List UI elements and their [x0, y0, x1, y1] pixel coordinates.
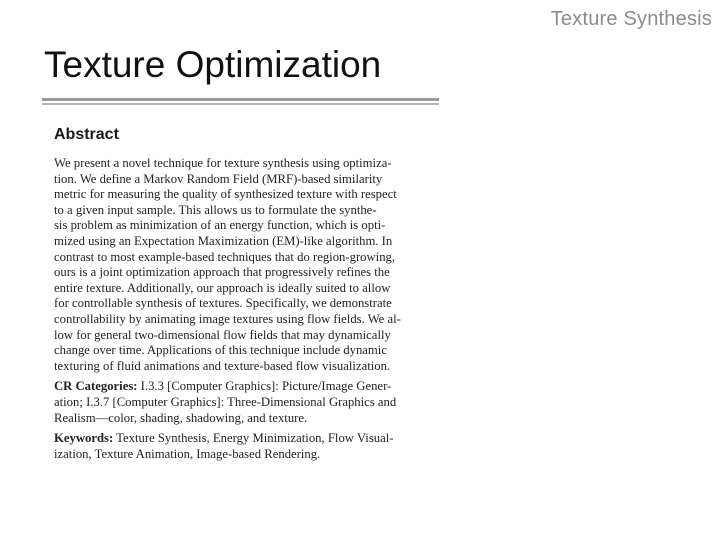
cr-categories-line: Realism—color, shading, shadowing, and texture.	[54, 410, 308, 425]
divider-line-bottom	[42, 103, 439, 105]
abstract-line: mized using an Expectation Maximization (EM)-like algorithm. In	[54, 233, 393, 248]
title-underline-divider	[42, 98, 439, 105]
abstract-line: contrast to most example-based techniques that do region-growing,	[54, 249, 396, 264]
keywords-line: ization, Texture Animation, Image-based Rendering.	[54, 446, 321, 461]
keywords-label: Keywords:	[54, 431, 114, 446]
cr-categories-label: CR Categories:	[54, 379, 138, 394]
abstract-line: for controllable synthesis of textures. Specifically, we demonstrate	[54, 296, 392, 311]
abstract-line: low for general two-dimensional flow fields that may dynamically	[54, 327, 391, 342]
abstract-line: to a given input sample. This allows us to formulate the synthe-	[54, 202, 377, 217]
abstract-line: change over time. Applications of this technique include dynamic	[54, 343, 387, 358]
cr-categories-line: ation; I.3.7 [Computer Graphics]: Three-Dimensional Graphics and	[54, 394, 397, 409]
abstract-line: sis problem as minimization of an energy function, which is opti-	[54, 218, 386, 233]
cr-categories	[54, 379, 442, 426]
keywords	[54, 431, 442, 462]
abstract-line: texturing of fluid animations and texture-based flow visualization.	[54, 358, 391, 373]
keywords-text: Texture Synthesis, Energy Minimization, Flow Visual-	[113, 431, 394, 446]
paper-abstract-excerpt	[50, 120, 442, 482]
abstract-heading: Abstract	[54, 126, 119, 143]
section-header-label: Texture Synthesis	[550, 8, 712, 30]
abstract-line: metric for measuring the quality of synthesized texture with respect	[54, 187, 397, 202]
abstract-body	[54, 156, 442, 374]
divider-line-top	[42, 98, 439, 101]
abstract-line: entire texture. Additionally, our approach is ideally suited to allow	[54, 280, 391, 295]
abstract-line: ours is a joint optimization approach that progressively refines the	[54, 265, 390, 280]
abstract-line: controllability by animating image textures using flow fields. We al-	[54, 311, 401, 326]
cr-categories-line	[54, 379, 442, 395]
abstract-line: tion. We define a Markov Random Field (MRF)-based similarity	[54, 171, 383, 186]
slide-title: Texture Optimization	[44, 44, 382, 85]
keywords-line	[54, 431, 442, 447]
cr-categories-text: I.3.3 [Computer Graphics]: Picture/Image Gener-	[137, 379, 392, 394]
abstract-line: We present a novel technique for texture synthesis using optimiza-	[54, 156, 392, 170]
